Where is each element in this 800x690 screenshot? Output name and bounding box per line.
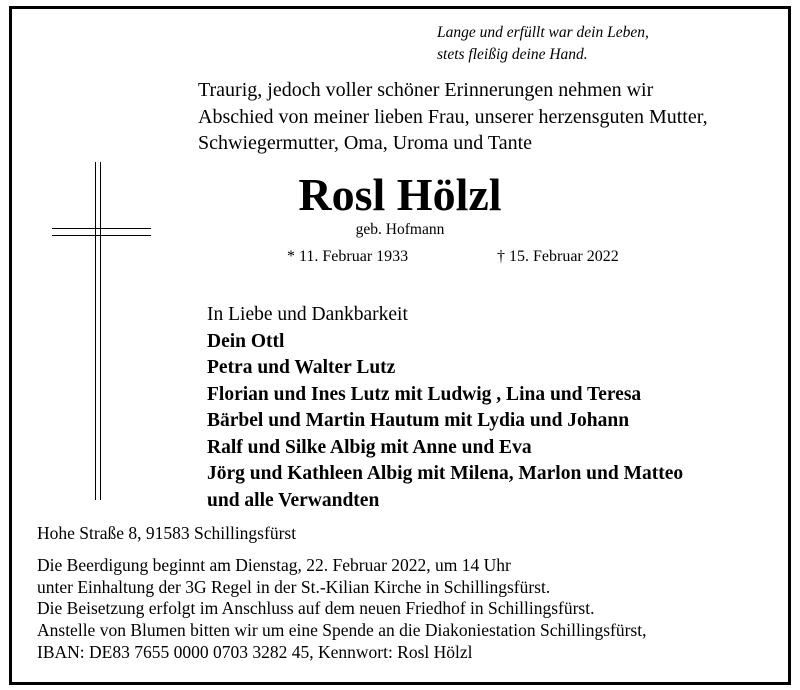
mourner-line: Jörg und Kathleen Albig mit Milena, Marlon und Matteo [207,463,684,484]
funeral-line-5: IBAN: DE83 7655 0000 0703 3282 45, Kennwort: Rosl Hölzl [37,641,473,662]
death-date: † 15. Februar 2022 [497,248,619,265]
mourner-line: Florian und Ines Lutz mit Ludwig , Lina und Teresa [207,383,642,405]
funeral-details [37,555,646,664]
intro-text [198,77,708,157]
motto-line-1: Lange und erfüllt war dein Leben, [437,24,649,41]
intro-line-2: Abschied von meiner lieben Frau, unserer herzensguten Mutter, [198,105,708,128]
mourner-line: Petra und Walter Lutz [207,357,396,378]
funeral-line-3: Die Beisetzung erfolgt im Anschluss auf dem neuen Friedhof in Schillingsfürst. [37,598,595,619]
mourner-line: Ralf und Silke Albig mit Anne und Eva [207,436,532,458]
mourner-line: Bärbel und Martin Hautum mit Lydia und Johann [207,410,630,431]
maiden-name: geb. Hofmann [355,221,445,238]
funeral-line-1: Die Beerdigung beginnt am Dienstag, 22. Februar 2022, um 14 Uhr [37,555,511,575]
intro-line-1: Traurig, jedoch voller schöner Erinnerungen nehmen wir [198,79,654,101]
obituary-notice [9,6,791,685]
funeral-line-2: unter Einhaltung der 3G Regel in der St.-Kilian Kirche in Schillingsfürst. [37,576,551,597]
mourner-line: und alle Verwandten [207,489,380,511]
mourner-line: Dein Ottl [207,330,285,352]
deceased-name: Rosl Hölzl [298,169,502,220]
birth-date: * 11. Februar 1933 [287,248,409,265]
funeral-line-4: Anstelle von Blumen bitten wir um eine Spende an die Diakoniestation Schillingsfürst, [37,620,647,641]
motto-line-2: stets fleißig deine Hand. [437,46,588,63]
intro-line-3: Schwiegermutter, Oma, Uroma und Tante [198,132,533,154]
mourners-heading: In Liebe und Dankbarkeit [207,304,408,325]
family-address: Hohe Straße 8, 91583 Schillingsfürst [37,523,297,543]
